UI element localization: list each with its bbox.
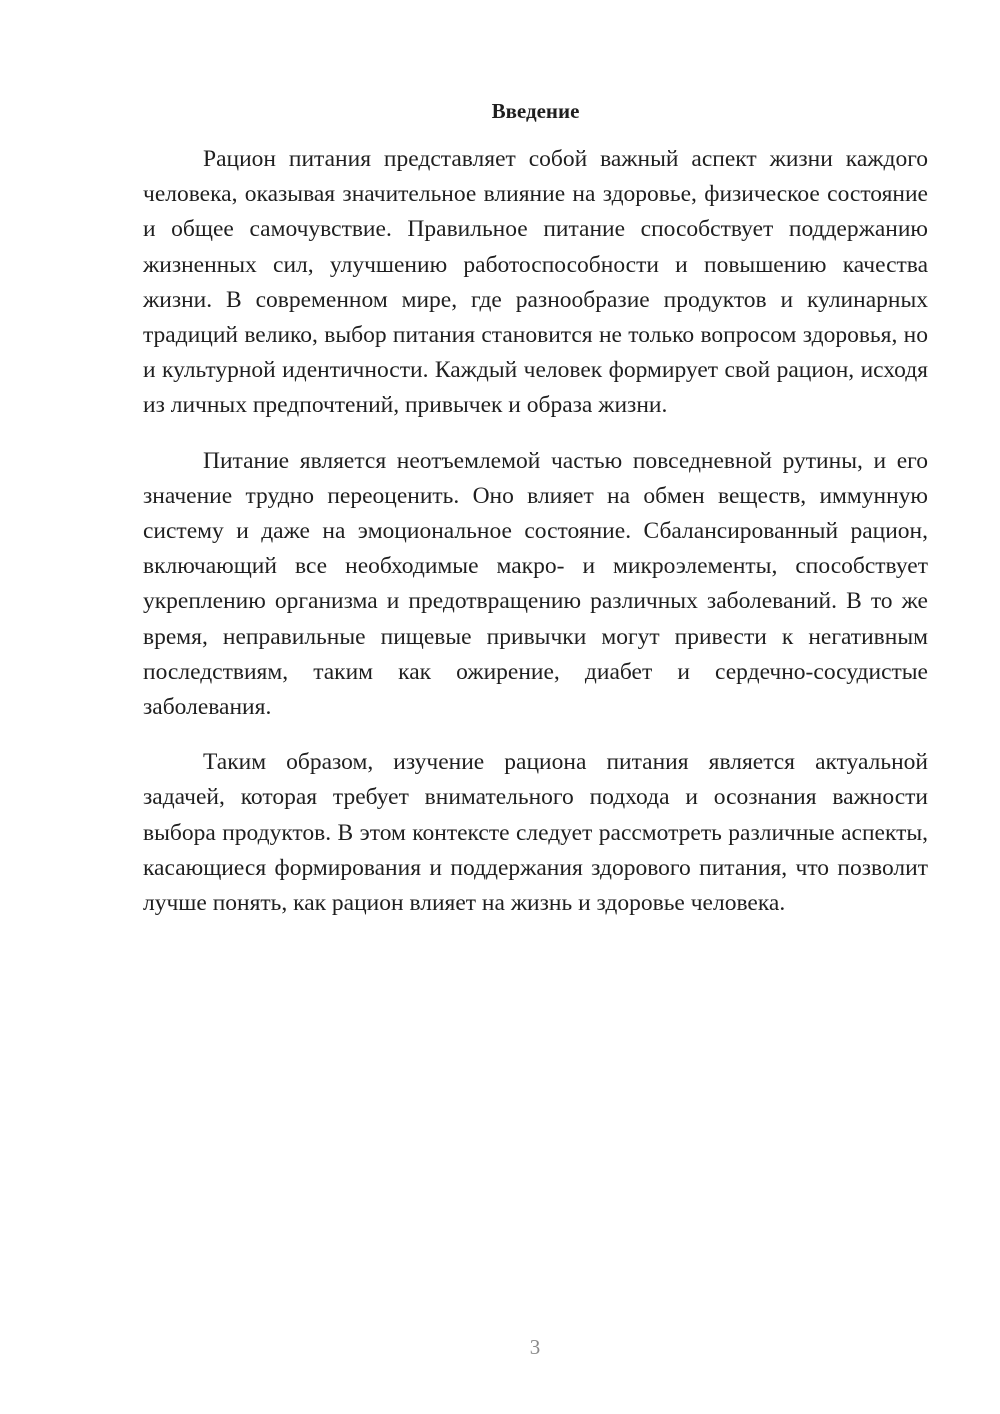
section-heading: Введение — [491, 99, 580, 123]
page-number: 3 — [529, 1335, 541, 1359]
paragraph-2: Питание является неотъемлемой частью повседневной рутины, и его значение трудно переоценить. Оно влияет на обмен веществ, иммунную систему и даже на эмоциональное состояние. Сбалансированный рацион, включающий все необходимые макро- и микроэлементы, способствует укреплению организма и предотвращению различных заболеваний. В то же время, неправильные пищевые привычки могут привести к негативным последствиям, таким как ожирение, диабет и сердечно-сосудистые заболевания. — [143, 447, 928, 721]
document-body — [143, 142, 928, 941]
paragraph-3: Таким образом, изучение рациона питания является актуальной задачей, которая требует внимательного подхода и осознания важности выбора продуктов. В этом контексте следует рассмотреть различные аспекты, касающиеся формирования и поддержания здорового питания, что позволит лучше понять, как рацион влияет на жизнь и здоровье человека. — [143, 749, 928, 917]
paragraph-1: Рацион питания представляет собой важный аспект жизни каждого человека, оказывая значительное влияние на здоровье, физическое состояние и общее самочувствие. Правильное питание способствует поддержанию жизненных сил, улучшению работоспособности и повышению качества жизни. В современном мире, где разнообразие продуктов и кулинарных традиций велико, выбор питания становится не только вопросом здоровья, но и культурной идентичности. Каждый человек формирует свой рацион, исходя из личных предпочтений, привычек и образа жизни. — [143, 146, 928, 419]
